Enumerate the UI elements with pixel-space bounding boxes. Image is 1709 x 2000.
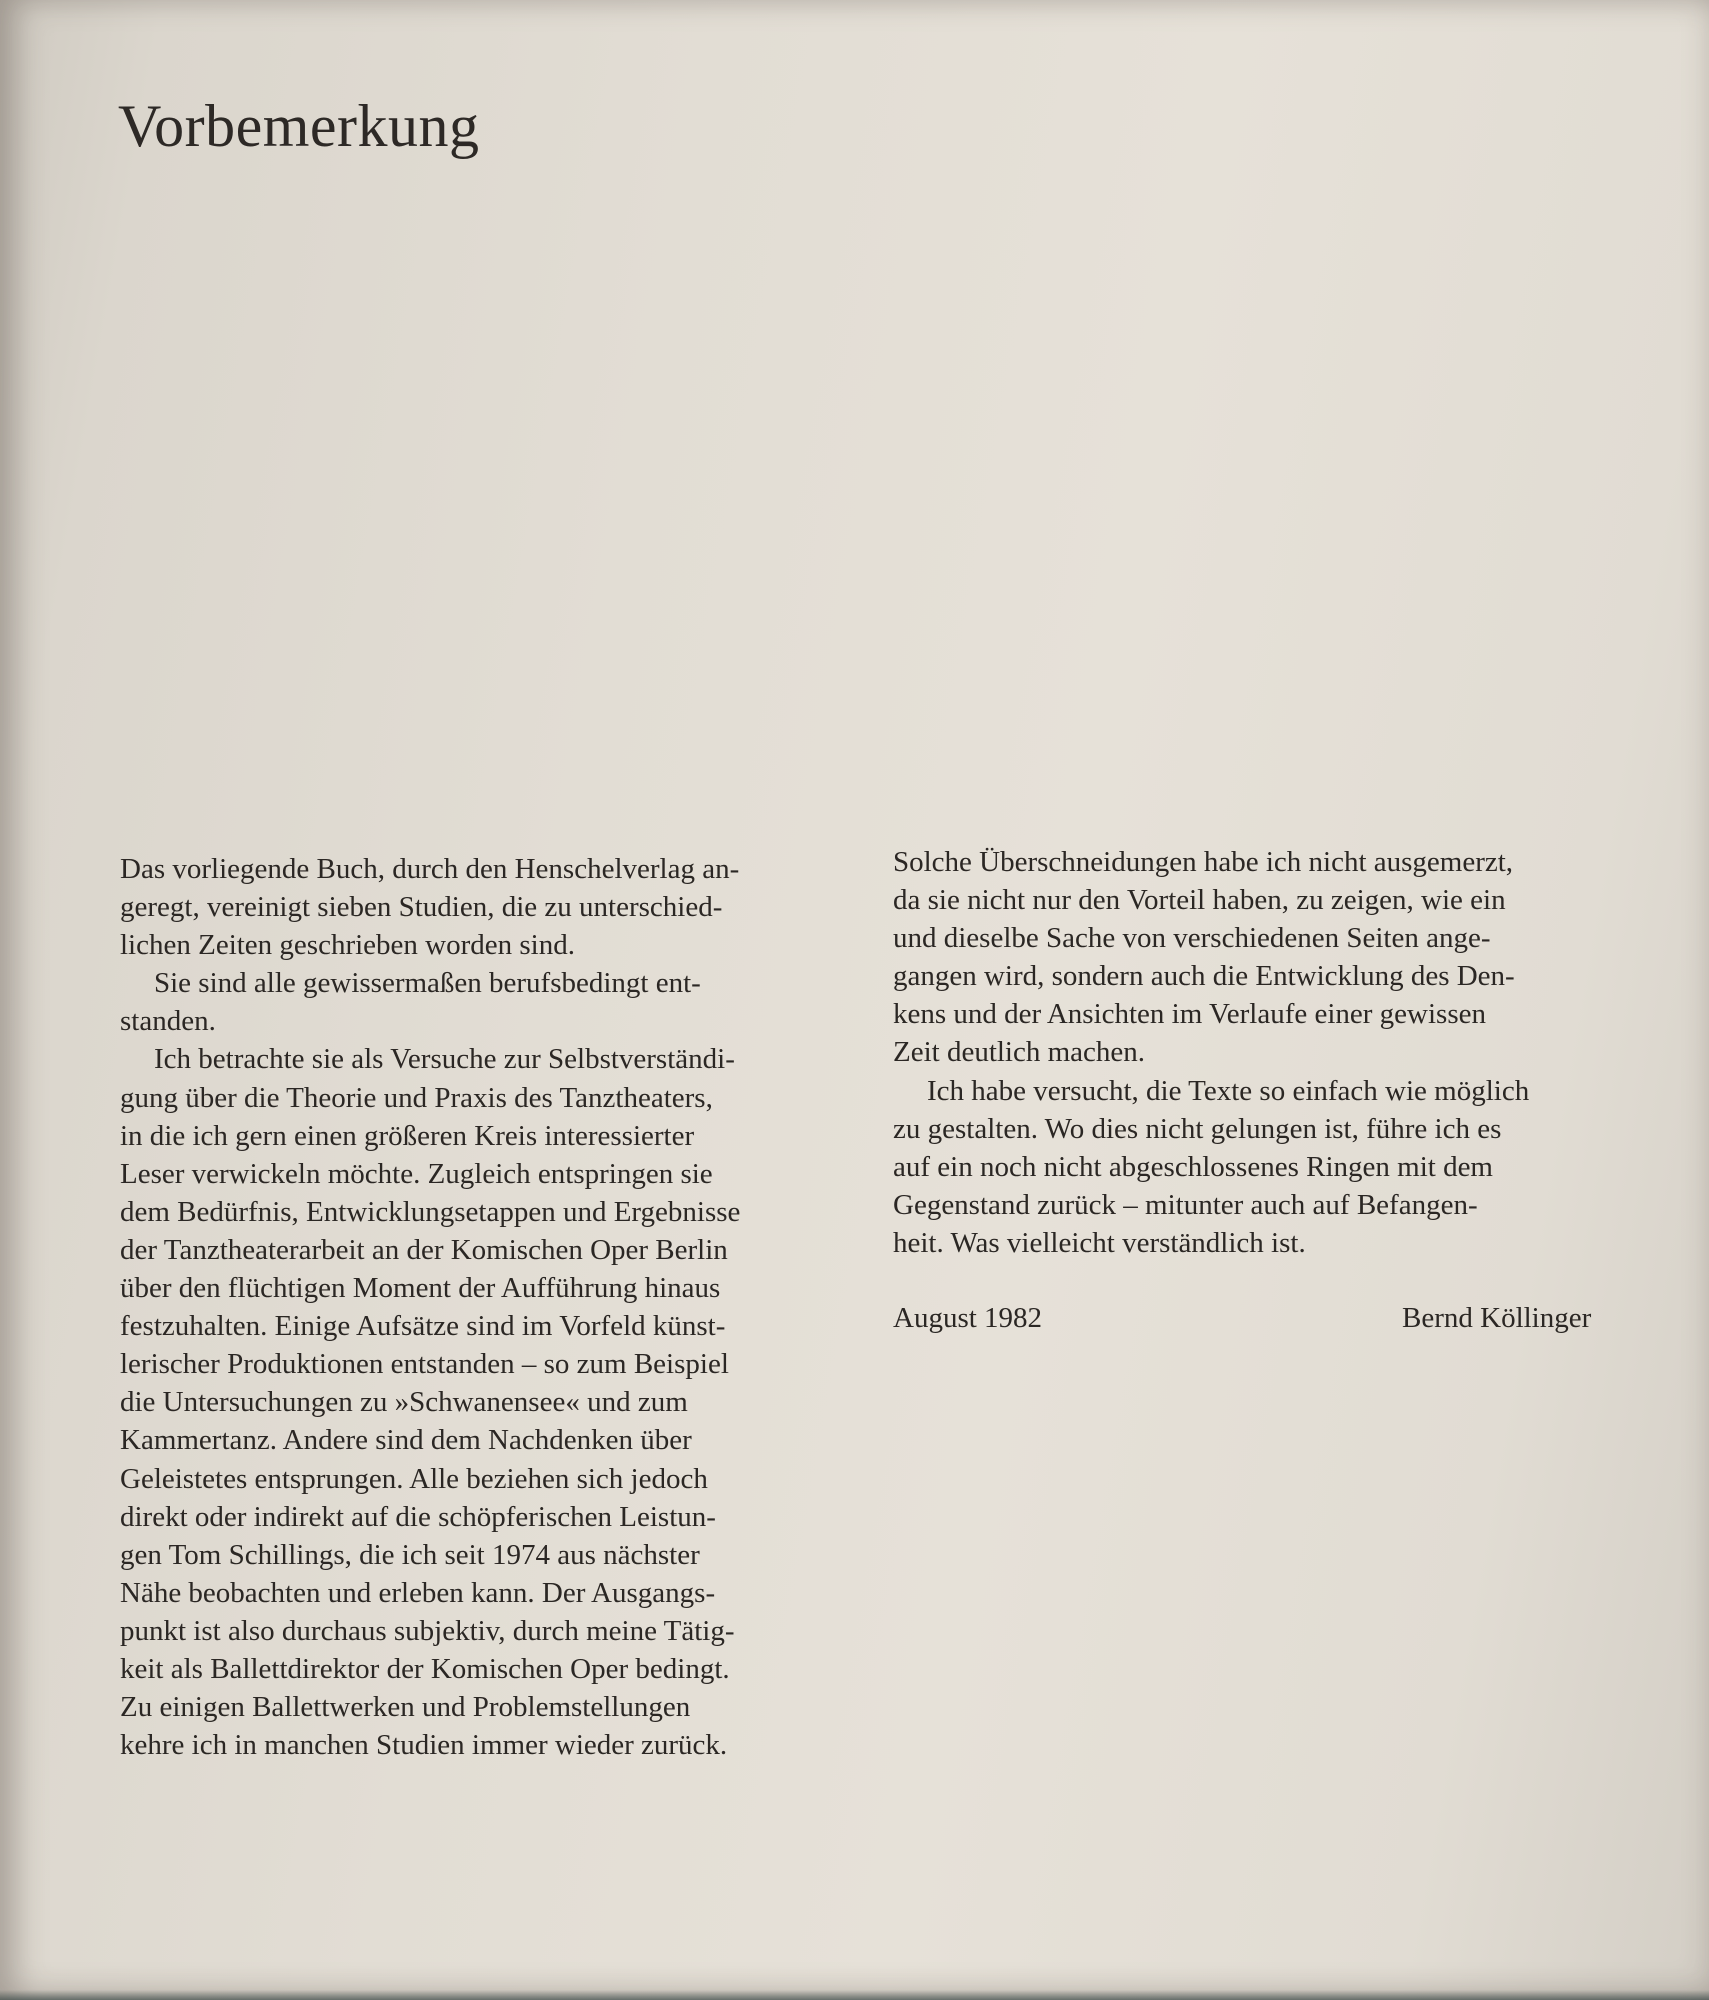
- text-line: Solche Überschneidungen habe ich nicht ausgemerzt,: [893, 846, 1514, 878]
- signature-date: August 1982: [893, 1302, 1043, 1334]
- text-line: in die ich gern einen größeren Kreis interessierter: [120, 1119, 695, 1152]
- text-line: und dieselbe Sache von verschiedenen Seiten ange-: [893, 922, 1491, 955]
- text-line: Sie sind alle gewissermaßen berufsbedingt ent-: [154, 967, 701, 1000]
- text-line: Ich betrachte sie als Versuche zur Selbstverständi-: [154, 1043, 735, 1076]
- text-line: lichen Zeiten geschrieben worden sind.: [120, 929, 575, 962]
- signature-author: Bernd Köllinger: [1402, 1302, 1592, 1334]
- text-line: Kammertanz. Andere sind dem Nachdenken über: [120, 1424, 692, 1457]
- page-bottom-edge: [0, 1990, 1709, 2000]
- text-line: kehre ich in manchen Studien immer wieder zurück.: [120, 1729, 728, 1762]
- text-line: gangen wird, sondern auch die Entwicklung des Den-: [893, 960, 1515, 993]
- text-line: zu gestalten. Wo dies nicht gelungen ist, führe ich es: [893, 1112, 1502, 1145]
- page-title: Vorbemerkung: [118, 93, 480, 159]
- text-line: Ich habe versucht, die Texte so einfach wie möglich: [927, 1074, 1530, 1107]
- text-line: heit. Was vielleicht verständlich ist.: [893, 1226, 1306, 1259]
- text-line: der Tanztheaterarbeit an der Komischen Oper Berlin: [120, 1233, 728, 1266]
- text-line: über den flüchtigen Moment der Aufführung hinaus: [120, 1272, 721, 1305]
- text-line: Geleistetes entsprungen. Alle beziehen sich jedoch: [120, 1462, 708, 1495]
- text-line: auf ein noch nicht abgeschlossenes Ringen mit dem: [893, 1150, 1493, 1183]
- text-line: direkt oder indirekt auf die schöpferischen Leistun-: [120, 1500, 716, 1533]
- text-line: gung über die Theorie und Praxis des Tanztheaters,: [120, 1081, 713, 1114]
- right-text-column: [893, 843, 1633, 1262]
- text-line: Nähe beobachten und erleben kann. Der Ausgangs-: [120, 1576, 716, 1609]
- text-line: festzuhalten. Einige Aufsätze sind im Vorfeld künst-: [120, 1310, 726, 1343]
- text-line: punkt ist also durchaus subjektiv, durch meine Tätig-: [120, 1614, 735, 1647]
- text-line: geregt, vereinigt sieben Studien, die zu unterschied-: [120, 891, 723, 924]
- text-line: lerischer Produktionen entstanden – so zum Beispiel: [120, 1348, 729, 1381]
- left-text-column: [120, 850, 860, 1764]
- text-line: Zu einigen Ballettwerken und Problemstellungen: [120, 1691, 691, 1724]
- text-line: die Untersuchungen zu »Schwanensee« und zum: [120, 1386, 688, 1419]
- text-line: keit als Ballettdirektor der Komischen Oper bedingt.: [120, 1652, 730, 1685]
- text-line: kens und der Ansichten im Verlaufe einer gewissen: [893, 998, 1486, 1031]
- text-line: Das vorliegende Buch, durch den Henschelverlag an-: [120, 853, 740, 885]
- text-line: da sie nicht nur den Vorteil haben, zu zeigen, wie ein: [893, 884, 1506, 917]
- text-line: dem Bedürfnis, Entwicklungsetappen und Ergebnisse: [120, 1195, 741, 1228]
- text-line: standen.: [120, 1005, 216, 1038]
- text-line: gen Tom Schillings, die ich seit 1974 aus nächster: [120, 1538, 700, 1571]
- text-line: Zeit deutlich machen.: [893, 1036, 1146, 1069]
- text-line: Gegenstand zurück – mitunter auch auf Befangen-: [893, 1188, 1478, 1221]
- text-line: Leser verwickeln möchte. Zugleich entspringen sie: [120, 1157, 713, 1190]
